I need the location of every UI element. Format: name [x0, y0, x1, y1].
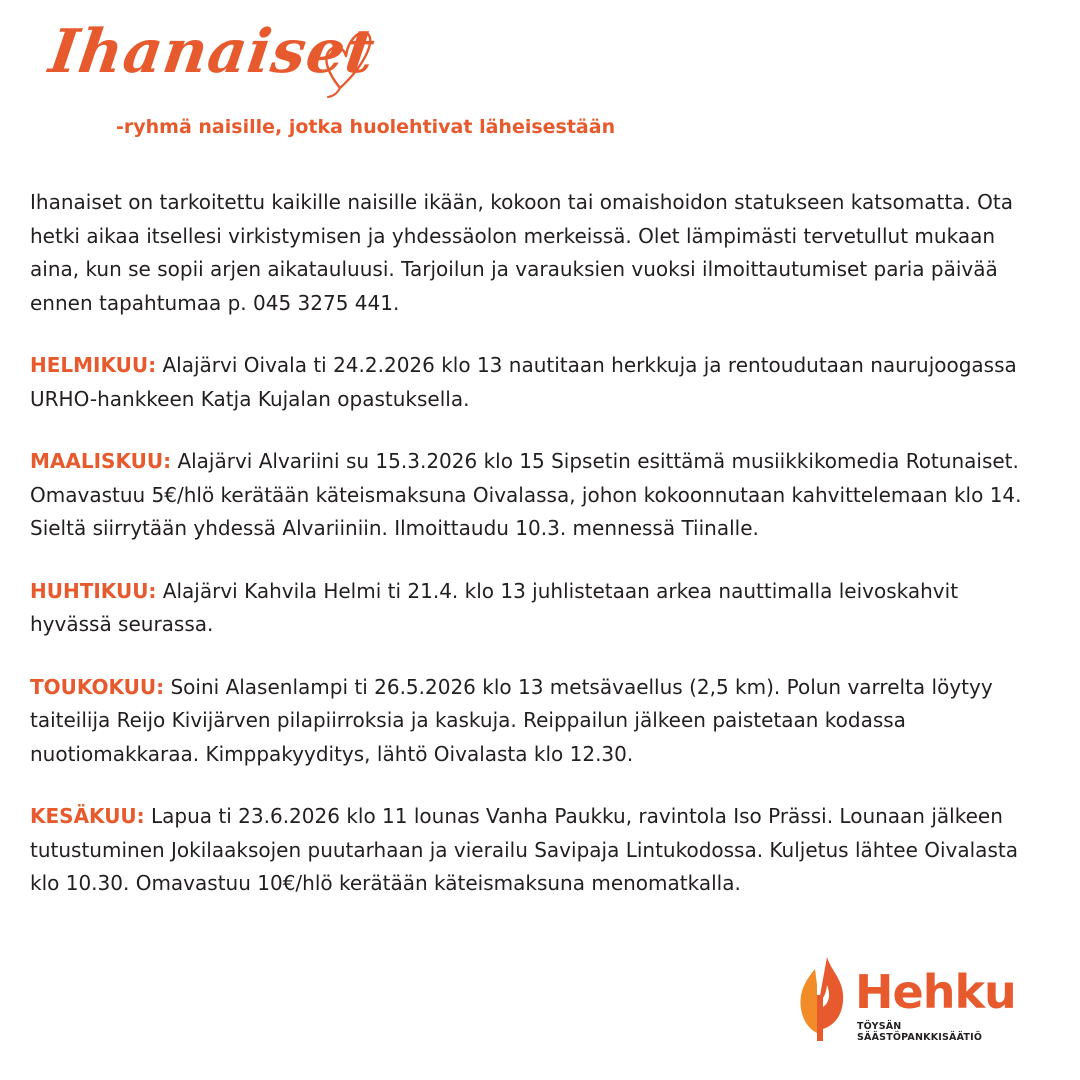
month-label: MAALISKUU:: [30, 449, 172, 473]
event-kesakuu: [30, 800, 1040, 901]
event-huhtikuu: [30, 575, 1040, 642]
event-text: Soini Alasenlampi ti 26.5.2026 klo 13 metsävaellus (2,5 km). Polun varrelta löytyy taiteilija Reijo Kivijärven pilapiirroksia ja kaskuja. Reippailun jälkeen paistetaan kodassa nuotiomakkaraa. Kimppakyyditys, lähtö Oivalasta klo 12.30.: [30, 674, 993, 766]
hehku-logo: [797, 955, 1022, 1045]
event-text: Lapua ti 23.6.2026 klo 11 lounas Vanha Paukku, ravintola Iso Prässi. Lounaan jälkeen tutustuminen Jokilaaksojen puutarhaan ja vierailu Savipaja Lintukodossa. Kuljetus lähtee Oivalasta klo 10.30. Omavastuu 10€/hlö kerätään käteismaksuna menomatkalla.: [30, 804, 1018, 895]
event-toukokuu: [30, 671, 1040, 772]
subtitle: -ryhmä naisille, jotka huolehtivat läheisestään: [116, 116, 616, 138]
logo-subtitle: TÖYSÄN SÄÄSTÖPANKKISÄÄTIÖ: [857, 1021, 983, 1043]
event-text: Alajärvi Alvariini su 15.3.2026 klo 15 Sipsetin esittämä musiikkikomedia Rotunaiset. Omavastuu 5€/hlö kerätään käteismaksuna Oivalassa, johon kokoonnutaan kahvittelemaan klo 14. Sieltä siirrytään yhdessä Alvariiniin. Ilmoittaudu 10.3. mennessä Tiinalle.: [30, 449, 1022, 540]
flame-icon: [797, 955, 847, 1041]
event-helmikuu: [30, 349, 1040, 416]
logo-name: Hehku: [855, 965, 1016, 1019]
event-text: Alajärvi Oivala ti 24.2.2026 klo 13 nautitaan herkkuja ja rentoudutaan naurujoogassa URHO-hankkeen Katja Kujalan opastuksella.: [30, 353, 1017, 411]
month-label: KESÄKUU:: [30, 804, 145, 828]
month-label: TOUKOKUU:: [30, 674, 165, 699]
event-maaliskuu: [30, 445, 1040, 546]
event-text: Alajärvi Kahvila Helmi ti 21.4. klo 13 juhlistetaan arkea nauttimalla leivoskahvit hyvässä seurassa.: [30, 578, 959, 636]
content: [30, 186, 1040, 930]
month-label: HELMIKUU:: [30, 353, 157, 377]
heart-icon: [318, 18, 378, 98]
intro-paragraph: Ihanaiset on tarkoitettu kaikille naisille ikään, kokoon tai omaishoidon statukseen katsomatta. Ota hetki aikaa itsellesi virkistymisen ja yhdessäolon merkeissä. Olet lämpimästi tervetullut mukaan aina, kun se sopii arjen aikatauluusi. Tarjoilun ja varauksien vuoksi ilmoittautumiset paria päivää ennen tapahtumaa p. 045 3275 441.: [30, 190, 1014, 315]
month-label: HUHTIKUU:: [30, 578, 157, 603]
page-title: Ihanaiset: [45, 17, 380, 87]
